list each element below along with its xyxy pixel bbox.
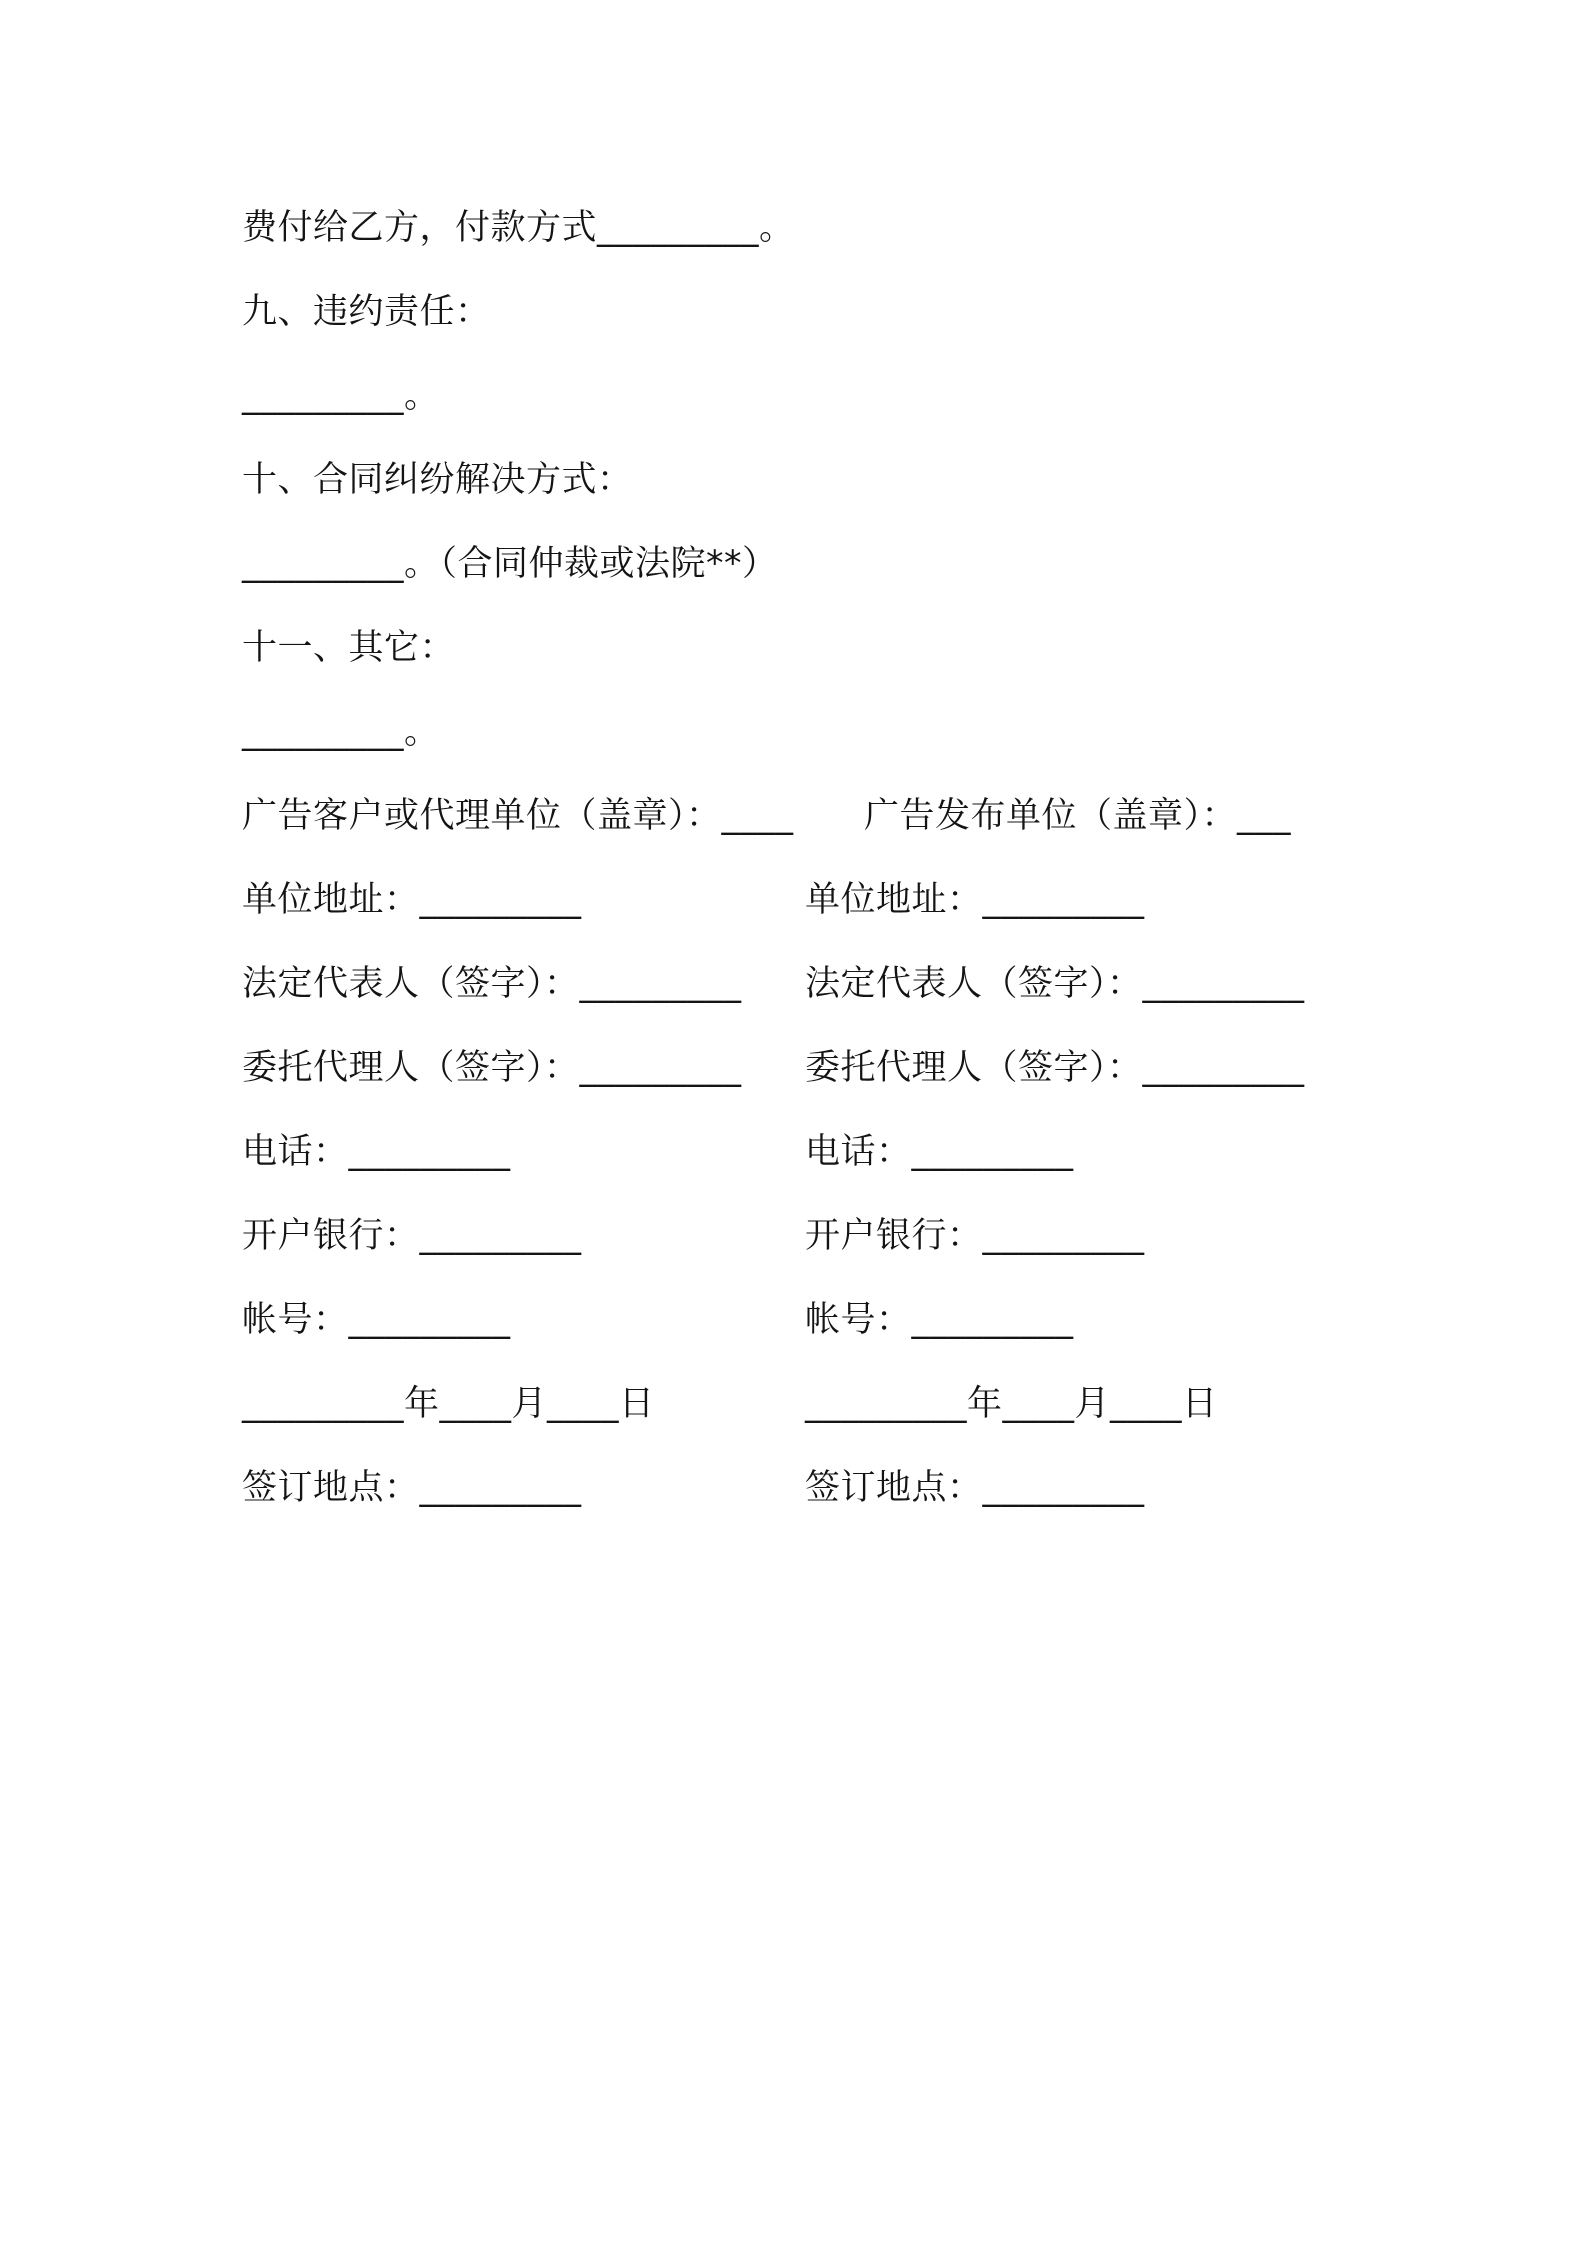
- right-date: _________年____月____日: [805, 1384, 1218, 1424]
- publisher-seal-label: 广告发布单位（盖章）：___: [864, 796, 1292, 836]
- right-place: 签订地点：_________: [805, 1468, 1145, 1508]
- section-11-heading: 十一、其它：: [242, 628, 456, 668]
- right-agent: 委托代理人（签字）：_________: [805, 1048, 1305, 1088]
- left-address: 单位地址：_________: [242, 880, 582, 920]
- right-bank: 开户银行：_________: [805, 1216, 1145, 1256]
- left-date: _________年____月____日: [242, 1384, 655, 1424]
- right-phone: 电话：_________: [805, 1132, 1074, 1172]
- left-place: 签订地点：_________: [242, 1468, 582, 1508]
- left-account: 帐号：_________: [242, 1300, 511, 1340]
- section-9-blank: _________。: [242, 376, 440, 416]
- section-11-blank: _________。: [242, 712, 440, 752]
- section-10-heading: 十、合同纠纷解决方式：: [242, 460, 633, 500]
- right-address: 单位地址：_________: [805, 880, 1145, 920]
- left-legal-rep: 法定代表人（签字）：_________: [242, 964, 742, 1004]
- left-agent: 委托代理人（签字）：_________: [242, 1048, 742, 1088]
- right-legal-rep: 法定代表人（签字）：_________: [805, 964, 1305, 1004]
- right-account: 帐号：_________: [805, 1300, 1074, 1340]
- client-seal-label: 广告客户或代理单位（盖章）：____: [242, 796, 794, 836]
- payment-line: 费付给乙方，付款方式_________。: [242, 208, 795, 248]
- section-10-blank: _________。（合同仲裁或法院**）: [242, 544, 778, 584]
- section-9-heading: 九、违约责任：: [242, 292, 491, 332]
- left-phone: 电话：_________: [242, 1132, 511, 1172]
- left-bank: 开户银行：_________: [242, 1216, 582, 1256]
